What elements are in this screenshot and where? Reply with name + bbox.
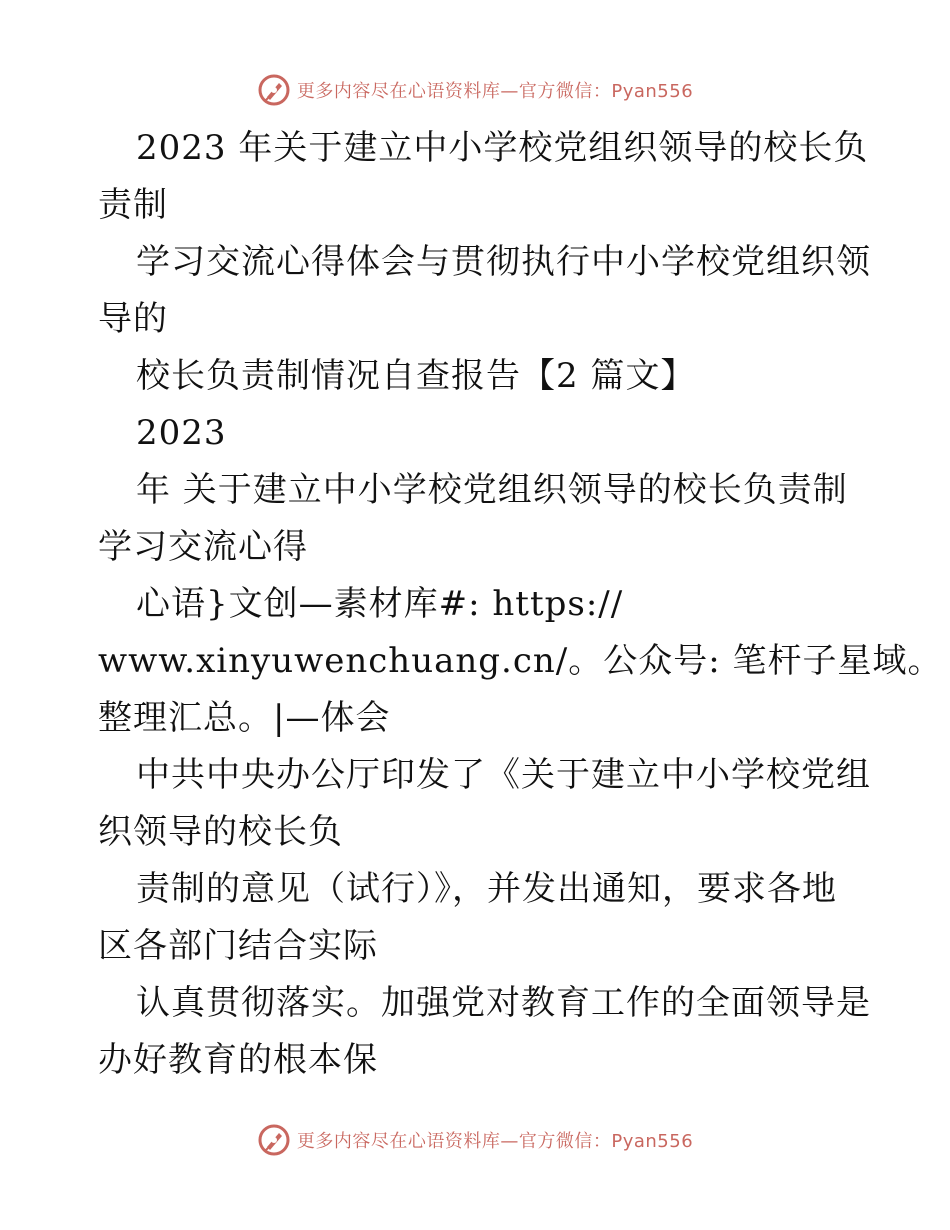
doc-line: 导的 <box>98 299 168 339</box>
doc-line: 2023 年关于建立中小学校党组织领导的校长负 <box>136 128 869 168</box>
document-body <box>98 120 943 1089</box>
doc-line: 责制的意见（试行）》，并发出通知，要求各地 <box>136 869 837 909</box>
doc-line: 中共中央办公厅印发了《关于建立中小学校党组 <box>136 755 871 795</box>
header-banner-text: 更多内容尽在心语资料库—官方微信：Pyan556 <box>296 81 694 102</box>
header-banner <box>0 70 950 110</box>
doc-line: 办好教育的根本保 <box>98 1040 378 1080</box>
doc-line: 心语}文创—素材库#: https:// <box>136 584 624 624</box>
doc-line: 2023 <box>136 413 227 453</box>
doc-line: 责制 <box>98 185 168 225</box>
doc-line: www.xinyuwenchuang.cn/。公众号: 笔杆子星域。 <box>98 641 943 681</box>
footer-banner-text: 更多内容尽在心语资料库—官方微信：Pyan556 <box>296 1131 694 1152</box>
doc-line: 学习交流心得 <box>98 527 308 567</box>
pen-nib-logo-icon <box>257 73 291 107</box>
doc-line: 区各部门结合实际 <box>98 926 378 966</box>
doc-line: 年 关于建立中小学校党组织领导的校长负责制 <box>136 470 848 510</box>
doc-line: 整理汇总。|—体会 <box>98 698 391 738</box>
doc-line: 校长负责制情况自查报告【2 篇文】 <box>136 356 696 396</box>
doc-line: 学习交流心得体会与贯彻执行中小学校党组织领 <box>136 242 871 282</box>
doc-line: 织领导的校长负 <box>98 812 343 852</box>
doc-line: 认真贯彻落实。加强党对教育工作的全面领导是 <box>136 983 871 1023</box>
pen-nib-logo-icon <box>257 1123 291 1157</box>
footer-banner <box>0 1120 950 1160</box>
